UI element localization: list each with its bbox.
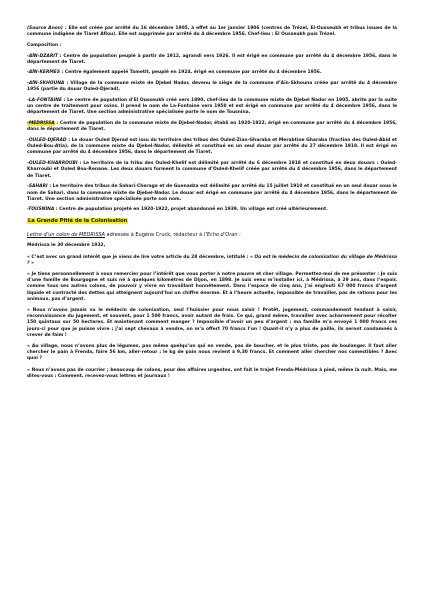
letter-paragraph [27, 368, 397, 380]
entry-paragraph [27, 81, 397, 94]
entry-text: : Village de la commune mixte de Djebel Nador, devenu le siège de la commune d’Aïn-Skhouna créée par arrêté du 4 décembre 1956 (partie du douar Ouled-Djerad). [27, 81, 397, 93]
letter-paragraph [27, 308, 397, 339]
entry-text: : Le territoire de la tribu des Ouled-Khelif est délimité par arrêté du 6 décembre 1918 et constitué en deux douars : Ouled- Kharroubi et Ouled Bou-Renane. Les deux douars forment la commune d’Ouled-Khelif créée par arrêté du 4 décembre 1956, dans le département de Tiaret. [27, 161, 397, 179]
entry-paragraph [27, 54, 397, 67]
entry-name: -AÏN-SKHOUNA [27, 81, 65, 87]
entry-paragraph [27, 138, 397, 157]
entry-paragraph [27, 184, 397, 203]
entry-paragraph [27, 70, 397, 76]
paragraph-text: « Au village, nous n’avons plus de légumes, pas même quelqu’un qui en vende, pas de boucher, et le plus triste, pas de boulanger. Il faut aller chercher le pain à Frenda, faire 56 km, aller-retour ; le kg de pain nous revient à 9,30 francs. Et comment aller chercher nos comestibles ? Avec quoi ? [27, 344, 397, 362]
letter-dateline: Médrissa le 30 décembre 1932, [27, 243, 106, 249]
paragraph-tail: » [29, 260, 34, 266]
newspaper-name: l’Echo d’Oran [203, 231, 238, 238]
paragraph-text: « Je tiens personnellement à vous remercier pour l’intérêt que vous porter à notre pauvre et cher village. Permettez-moi de me présenter : Je suis d’une famille de Bourgogne et suis né à quelques kilomètres de Dijon, en 1898. Je suis venu m’installer ici, à Médrissa, à 29 ans, dans l’espoir, comme tous ses autres colons, de pouvoir y vivre en travaillant honnêtement. Dans l’espace de cinq ans, j’ai englouti 67 000 francs d’argent liquide et contracté des dettes qui atteignent aujourd’hui un chiffre énorme. Et à l’heure actuelle, impossible de travailler, pas de rations pour les animaux, pas d’argent. [27, 272, 397, 302]
entry-text: : Centre de population projeté en 1920-1922, projet abandonné en 1939. Un village est créé ultérieurement. [54, 207, 328, 213]
entry-paragraph [27, 207, 397, 213]
letter-paragraph [27, 344, 397, 362]
intro-text: : Elle est créée par arrêté du 16 décembre 1905, à effet au 1er janvier 1906 (centres de Trézel, El-Ousseukh et tribus issues de la commune indigène de Tiaret Aflou). Elle est supprimée par arrêté du 4 décembre 1956. Chef-lieu : El Ousseukh puis Trézel. [27, 26, 397, 38]
entry-text: : Centre de population peuplé à partir de 1912, agrandi vers 1926. Il est érigé en commune par arrêté du 4 décembre 1956, dans le département de Tiaret. [27, 53, 397, 65]
entry-list [27, 54, 397, 214]
paragraph-text: « Nous n’avons pas de courrier ; beaucoup de colons, pour des affaires urgentes, ont fait le trajet Frenda-Médrissa à pied, même la nuit. Mais, me dites-vous : Comment, recevez-vous lettres et journaux ! [27, 367, 397, 379]
entry-text: : Centre également appelé Tametit, peuplé en 1924, érigé en commune par arrêté du 4 décembre 1956. [60, 70, 322, 76]
letter-title: Lettre d’un colon de MEDRISSA [27, 231, 105, 238]
letter-paragraph [27, 255, 397, 267]
entry-name: -AÏN-KERMES [27, 70, 61, 76]
letter-paragraph [27, 272, 397, 303]
entry-text: : Centre de population de la commune mixte de Djebel-Nador, établi en 1920-1922, érigé en commune par arrêté du 4 décembre 1956, dans le département de Tiaret. [27, 121, 397, 133]
entry-name: -MEDRISSA [27, 121, 55, 127]
letter-addressee: adressée à Eugène Cruck, rédacteur à [104, 231, 204, 238]
entry-name: -SAHARI [27, 184, 48, 190]
entry-paragraph [27, 161, 397, 180]
entry-name: -LA-FONTAINE [27, 97, 62, 103]
entry-paragraph [27, 121, 397, 134]
entry-text: : Le territoire des tribus de Sahari-Cheraga et de Guenadza est délimité par arrêté du 15 juillet 1910 et constitué en un seul douar sous le nom de Sahari, dans la commune mixte de Djebel-Nador. Le douar est érigé en commune par arrêté du 4 décembre 1956, dans le département de Tiaret. Une section administrative spécialisée porte son nom. [27, 184, 397, 202]
entry-name: -TOUSNINA [27, 207, 55, 213]
letter-body [27, 255, 397, 380]
paragraph-text: « Nous n’avons jamais vu le médecin de colonisation, seul l’huissier pour nous saisir ! Protêt, jugement, commandement tendant à saisir, reconnaissance du jugement, et souvent, pour 1 500 francs, avoir autant de frais. Ce qui, grand même, travailler avec acharnement pour récolter 150 quintaux sur 50 hectares. Et maintenant comment manger ? Impossible d’avoir un peu d’argent ; ma famille m’a envoyé 1 000 francs ces jours-ci pour que je puisse vivre ; j’ai sept chevaux à vendre, on m’a offert 70 francs l’un ! Quant-il n’y a plus de paille, ils seront condamnés à crever de faim ! [27, 308, 397, 338]
entry-text: : Le douar Ouled Djerad est issu du territoire des tribus des Ouled-Zian-Gharaba et Merabtine Gharaba (fraction des Ouled-Abid et Ouled-Bou-Atia), de la commune mixte du Djebel-Nador, délimité et constitué en un seul douar par arrêté du 27 décembre 1918. Il est érigé en commune par arrêté du 4 décembre 1956, dans le département de Tiaret. [27, 137, 397, 156]
letter-heading: Lettre d’un colon de MEDRISSA adressée à Eugène Cruck, rédacteur à l’Echo d’Oran : [27, 231, 241, 238]
entry-name: -OULED-DJERAD [27, 137, 67, 143]
paragraph-text: « C’est avec un grand intérêt que je viens de lire votre article du 28 décembre, intitulé : « [27, 254, 255, 260]
entry-name: -OULED-KHARROUBI [27, 161, 78, 167]
entry-text: : Le centre de population d’El Ousseukh créé vers 1890, chef-lieu de la commune mixte de Djebel Nador en 1905, abrite par la suite un centre de traitement pour ovins. Il prend le nom de La-Fontaine vers 1950 et est érigé en commune par arrêté du 4 décembre 1956, dans le département de Tiaret. Une section administrative spécialisée porte le nom de Tousnina. [27, 97, 397, 116]
composition-label: Composition : [27, 42, 62, 48]
intro-paragraph [27, 26, 397, 39]
section-title: La Grande Pitié de la Colonisation [28, 218, 128, 225]
entry-paragraph [27, 98, 397, 117]
text-column [27, 26, 397, 385]
entry-name: -AÏN-DZARIT [27, 53, 58, 59]
source-label: (Source Anon) [27, 26, 63, 31]
quoted-article-title: Où est le médecin de colonisation du village de Médrissa ? [27, 254, 397, 266]
